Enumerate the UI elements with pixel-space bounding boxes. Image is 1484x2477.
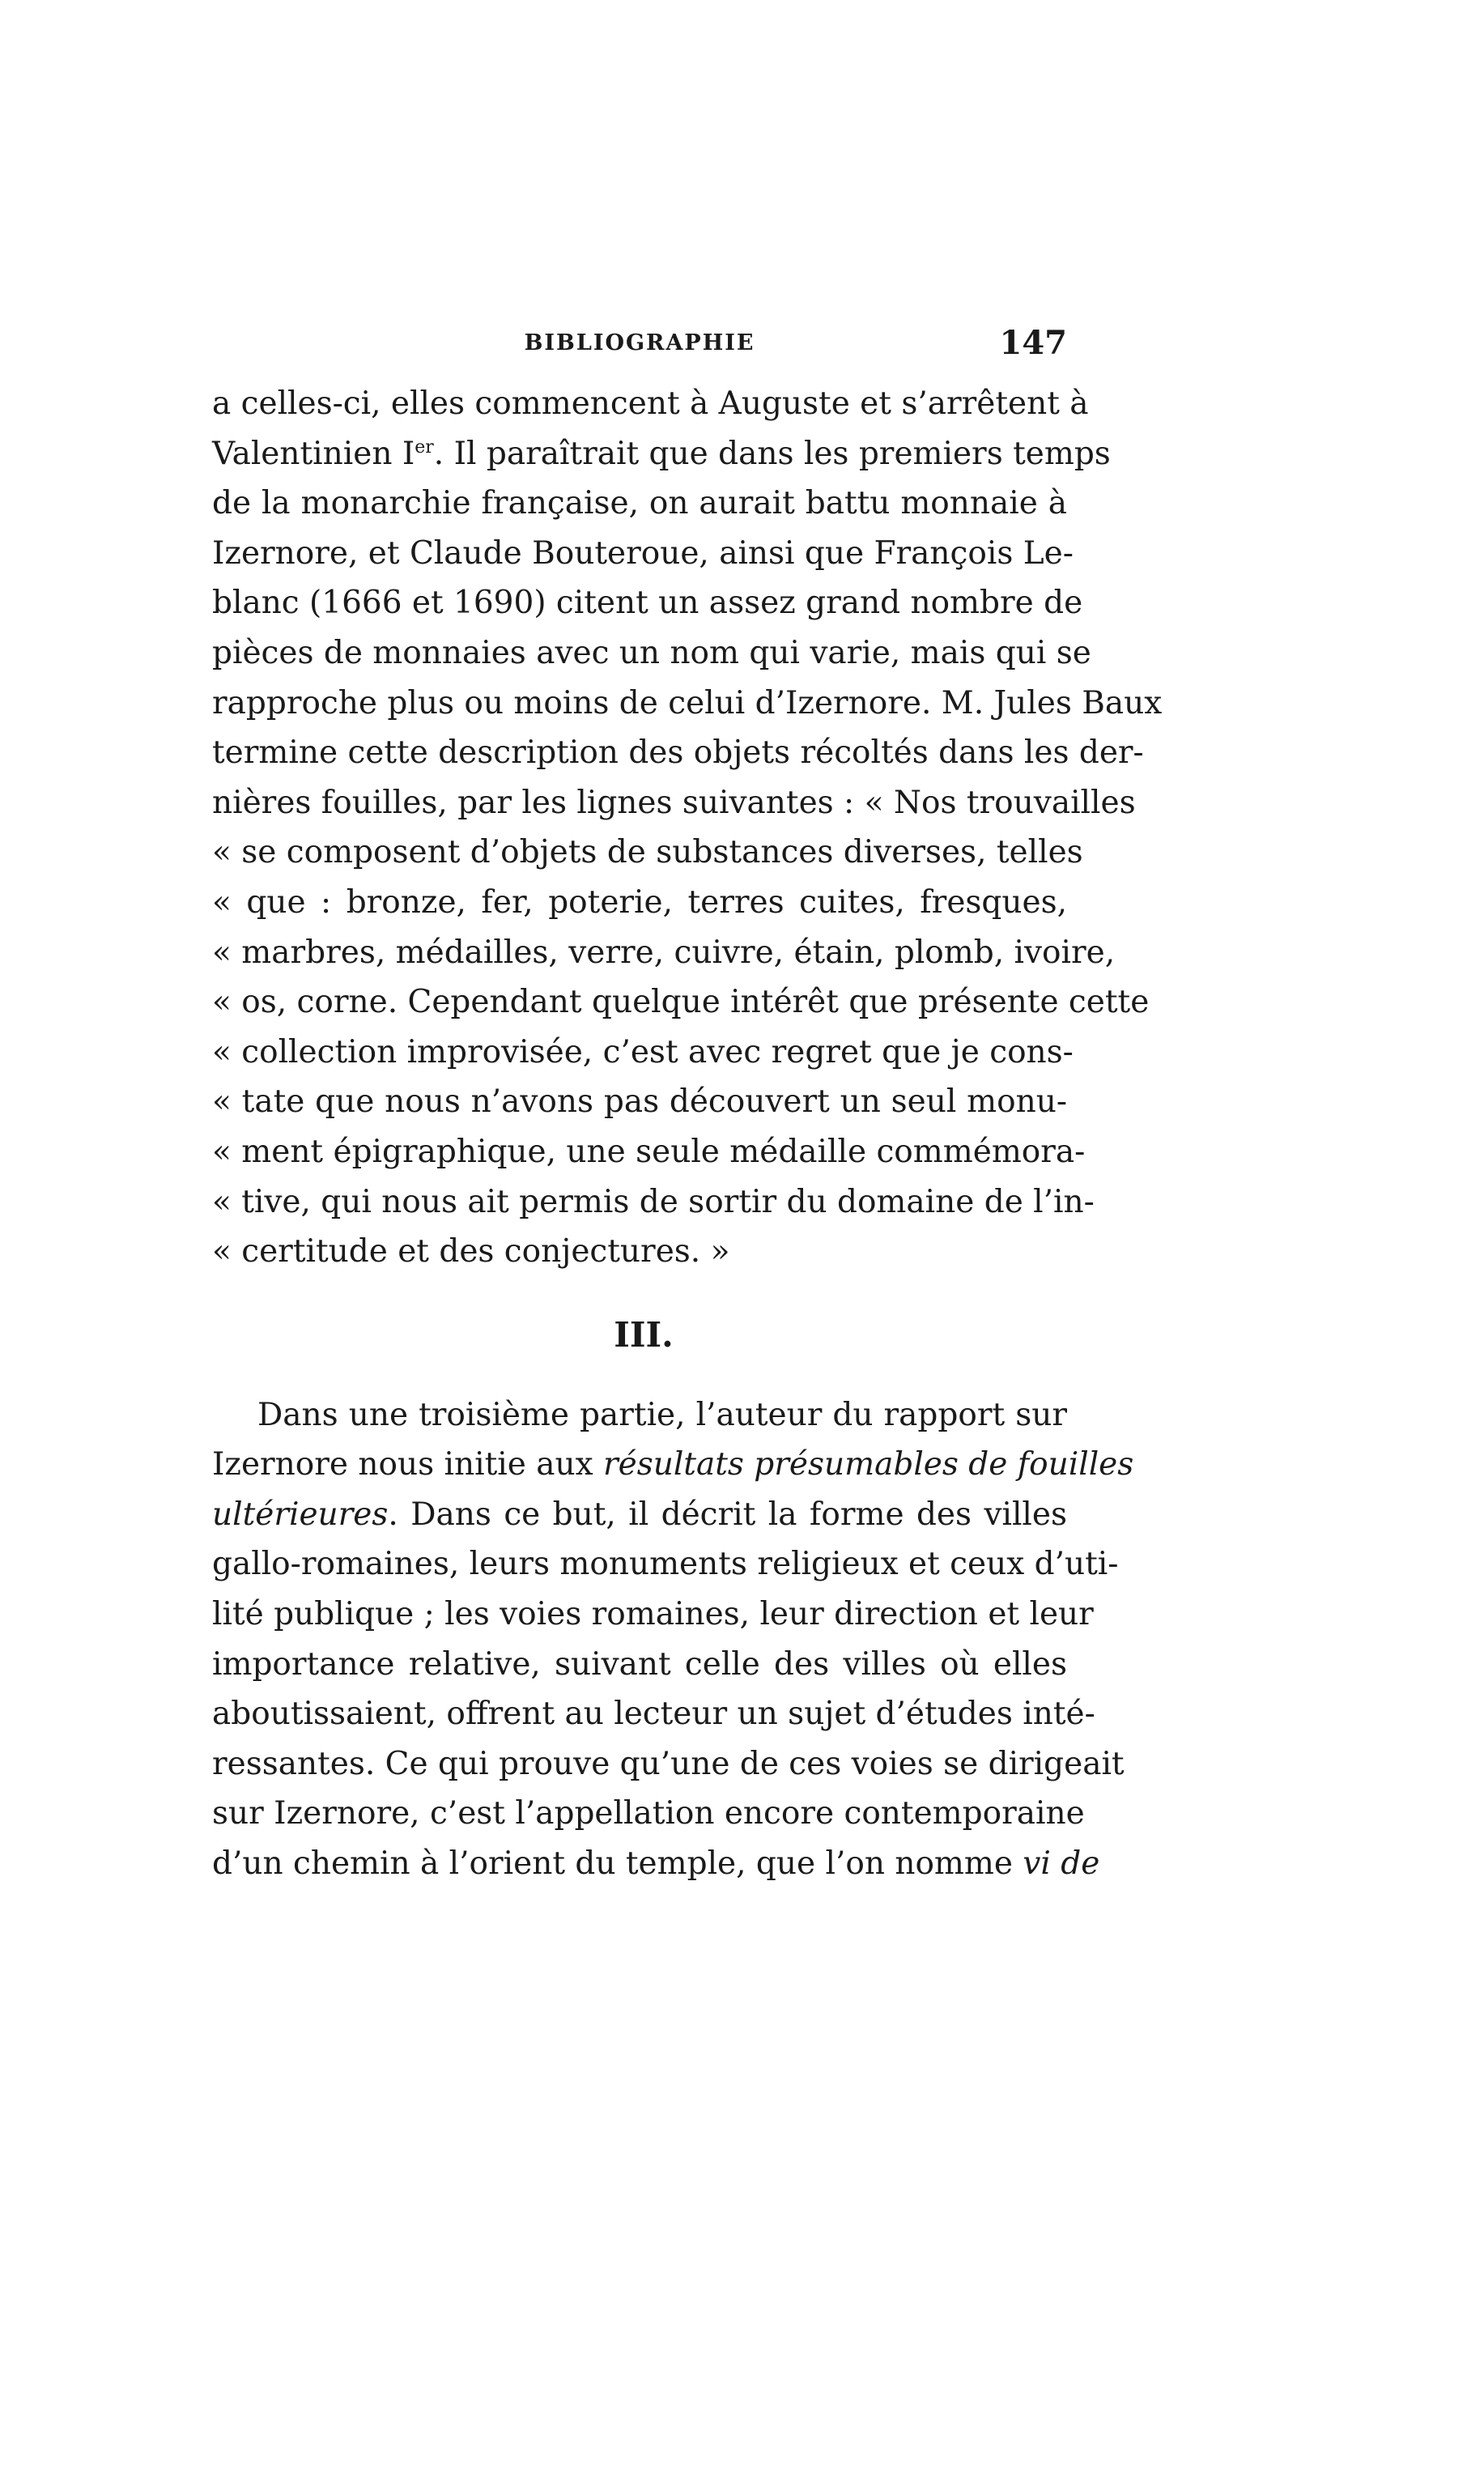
quote-line: « que : bronze, fer, poterie, terres cuites, fresques, [212, 883, 1067, 921]
italic-text: vi de [1023, 1845, 1100, 1883]
text-line: pièces de monnaies avec un nom qui varie, mais qui se [212, 634, 1091, 671]
running-head [212, 324, 1067, 372]
running-title: BIBLIOGRAPHIE [524, 330, 755, 355]
text-line [212, 1490, 1067, 1540]
italic-text: résultats présumables de fouilles [602, 1446, 1134, 1483]
text-line: a celles-ci, elles commencent à Auguste et s’arrêtent à [212, 385, 1089, 422]
text-line: nières fouilles, par les lignes suivantes : « Nos trouvailles [212, 784, 1136, 821]
section-heading: III. [614, 1314, 674, 1355]
quote-line: « certitude et des conjectures. » [212, 1233, 730, 1270]
italic-text: ultérieures [212, 1496, 389, 1533]
paragraph-first-line: Dans une troisième partie, l’auteur du rapport sur [257, 1396, 1067, 1433]
text-line [212, 1839, 1100, 1889]
quote-line: « se composent d’objets de substances diverses, telles [212, 834, 1083, 871]
text-line: importance relative, suivant celle des villes où elles [212, 1645, 1067, 1683]
text-line: Izernore, et Claude Bouteroue, ainsi que François Le- [212, 534, 1074, 572]
text-line: termine cette description des objets récoltés dans les der- [212, 734, 1144, 772]
text-fragment: d’un chemin à l’orient du temple, que l’on nomme [212, 1845, 1023, 1883]
page-body [212, 379, 1163, 1889]
quote-line: « tive, qui nous ait permis de sortir du domaine de l’in- [212, 1183, 1095, 1220]
text-line: rapproche plus ou moins de celui d’Izernore. M. Jules Baux [212, 684, 1163, 721]
text-line: aboutissaient, offrent au lecteur un sujet d’études inté- [212, 1696, 1095, 1733]
text-line [212, 429, 1111, 479]
text-line: sur Izernore, c’est l’appellation encore contemporaine [212, 1795, 1085, 1832]
text-fragment: . Il paraîtrait que dans les premiers temps [433, 435, 1111, 472]
text-line: gallo-romaines, leurs monuments religieux et ceux d’uti- [212, 1546, 1119, 1583]
quote-line: « ment épigraphique, une seule médaille commémora- [212, 1133, 1086, 1170]
text-line: de la monarchie française, on aurait battu monnaie à [212, 485, 1067, 522]
page-number: 147 [999, 324, 1067, 362]
text-line: lité publique ; les voies romaines, leur direction et leur [212, 1596, 1094, 1633]
quote-line: « os, corne. Cependant quelque intérêt que présente cette [212, 984, 1150, 1021]
quote-line: « marbres, médailles, verre, cuivre, étain, plomb, ivoire, [212, 934, 1116, 971]
text-fragment: Izernore nous initie aux [212, 1446, 603, 1483]
text-fragment: . Dans ce but, il décrit la forme des villes [388, 1496, 1067, 1533]
text-line: ressantes. Ce qui prouve qu’une de ces voies se dirigeait [212, 1745, 1125, 1782]
text-line: blanc (1666 et 1690) citent un assez grand nombre de [212, 585, 1083, 622]
quote-line: « tate que nous n’avons pas découvert un seul monu- [212, 1083, 1067, 1121]
text-fragment: Valentinien I [212, 435, 415, 472]
quote-line: « collection improvisée, c’est avec regret que je cons- [212, 1033, 1074, 1070]
text-line [212, 1440, 1134, 1490]
superscript: er [415, 436, 434, 458]
